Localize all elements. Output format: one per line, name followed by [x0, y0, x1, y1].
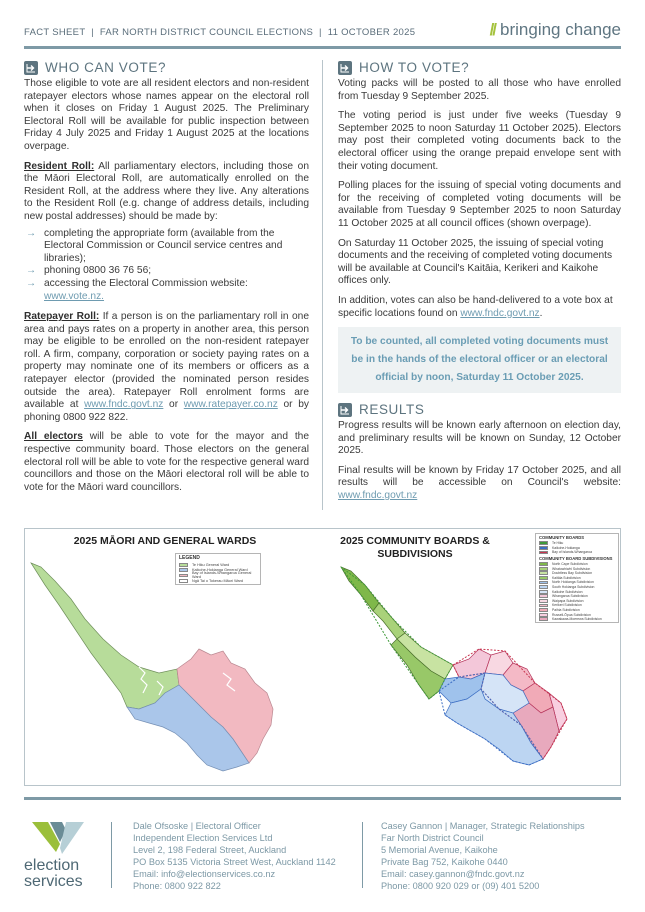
contact-line: 5 Memorial Avenue, Kaikohe [381, 845, 498, 855]
contact-line: Casey Gannon | Manager, Strategic Relationships [381, 821, 585, 831]
legend-swatch [179, 563, 188, 567]
how-title: HOW TO VOTE? [359, 60, 470, 75]
arrow-right-icon: → [26, 227, 37, 239]
how-paragraph-2: The voting period is just under five weeks (Tuesday 9 September 2025 to noon Saturday 11 October 2025). Electors may post their completed voting documents back to the electoral officer using the orange prepaid envelope sent with their voting document. [338, 110, 621, 172]
or-text: or [163, 399, 184, 411]
legend-label: South Hokianga Subdivision [552, 585, 595, 590]
fndc-link[interactable]: www.fndc.govt.nz [338, 490, 418, 502]
all-electors-label: All electors [24, 431, 83, 443]
wards-map-title: 2025 MĀORI AND GENERAL WARDS [73, 535, 257, 547]
legend-label: Bay of Islands-Whangaroa General Ward [192, 571, 252, 580]
legend-swatch [539, 590, 548, 594]
list-item-text: accessing the Electoral Commission website: [44, 277, 248, 289]
legend-label: Kaikohe-Hokianga [552, 545, 580, 550]
legend-swatch [539, 576, 548, 580]
legend-label: North Hokianga Subdivision [552, 580, 594, 585]
who-heading [24, 60, 309, 75]
how-paragraph-1: Voting packs will be posted to all those who have enrolled from Tuesday 9 September 2025. [338, 78, 621, 102]
how-heading [338, 60, 621, 75]
brand-tagline [490, 20, 621, 40]
ratepayer-roll-text: If a person is on the parliamentary roll in one area and pays rates on a property in another area, this person may be eligible to be enrolled on the non-resident ratepayer roll. A firm, company, corporation or society paying rates on a property may nominate one of its members or officers as a ratepayer elector (provided the nominated person resides outside the area). Ratepayer Roll enrolment forms are available at [24, 311, 309, 411]
header-rule [24, 46, 621, 49]
legend-label: Whangaroa Subdivision [552, 594, 588, 599]
legend-swatch [539, 604, 548, 608]
how-paragraph-5-text: In addition, votes can also be hand-delivered to a vote box at specific locations found on [338, 294, 613, 319]
legend-swatch [539, 594, 548, 598]
legend-swatch [539, 581, 548, 585]
legend-swatch [539, 613, 548, 617]
arrow-box-icon [338, 61, 352, 75]
legend-swatch [539, 562, 548, 566]
header-separator: | [319, 27, 322, 38]
resident-roll-paragraph [24, 161, 309, 224]
column-divider [322, 60, 323, 510]
contact-line: Far North District Council [381, 833, 484, 843]
list-item-text: phoning 0800 36 76 56; [44, 265, 152, 277]
page-header [24, 18, 621, 46]
legend-swatch [539, 546, 548, 550]
results-paragraph-2-text: Final results will be known by Friday 17 October 2025, and all results will be accessible on Council's website: [338, 464, 621, 489]
results-paragraph-2 [338, 465, 621, 503]
legend-label: Whatuwhiwhi Subdivision [552, 566, 591, 571]
resident-roll-options [24, 228, 309, 304]
period-text: . [539, 307, 543, 319]
boards-legend-title: COMMUNITY BOARDS [539, 535, 585, 540]
resident-roll-text: All parliamentary electors, including those on the Māori Electoral Roll, are automatically enrolled on the Resident Roll, at the address where they live. Any alterations to the Resident Roll (e.g. change of address details, including new postal addresses) should be made by: [24, 160, 309, 222]
wards-map [27, 553, 297, 783]
legend-label: Russell-Ōpua Subdivision [552, 612, 591, 617]
contact-line[interactable]: Email: casey.gannon@fndc.govt.nz [381, 869, 525, 879]
legend-swatch [179, 574, 188, 578]
legend-label: Kaikohe Subdivision [552, 589, 583, 594]
results-paragraph-1: Progress results will be known early afternoon on election day, and preliminary results will be known on Sunday, 12 October 2025. [338, 420, 621, 457]
contact-line: Private Bag 752, Kaikohe 0440 [381, 857, 508, 867]
header-separator: | [91, 27, 94, 38]
contact-line: Phone: 0800 922 822 [133, 881, 221, 891]
fact-sheet-label: FACT SHEET [24, 27, 86, 38]
legend-label: Kaitāia Subdivision [552, 575, 581, 580]
boards-map-title: 2025 COMMUNITY BOARDS & SUBDIVISIONS [340, 535, 490, 560]
results-heading [338, 402, 621, 417]
legend-item [536, 617, 618, 622]
how-paragraph-4: On Saturday 11 October 2025, the issuing of special voting documents and the receiving of completed voting documents will be available at Council's Kaitāia, Kerikeri and Kaikohe offices only. [338, 237, 613, 287]
list-item-text: completing the appropriate form (available from the Electoral Commission or Council service centres and libraries); [44, 227, 283, 264]
electoral-officer-contact [133, 820, 348, 892]
contact-line: Dale Ofsoske | Electoral Officer [133, 821, 261, 831]
wards-legend [175, 553, 261, 585]
legend-label: Ngā Tai o Tokerau Māori Ward [192, 578, 243, 583]
footer-rule [24, 797, 621, 800]
ratepayer-link[interactable]: www.ratepayer.co.nz [183, 399, 278, 411]
legend-swatch [539, 551, 548, 555]
header-meta [24, 27, 415, 38]
legend-swatch [539, 608, 548, 612]
contact-line: Independent Election Services Ltd [133, 833, 273, 843]
legend-swatch [539, 541, 548, 545]
contact-line: Phone: 0800 920 029 or (09) 401 5200 [381, 881, 540, 891]
legend-label: Waipapa Subdivision [552, 598, 584, 603]
boards-legend [535, 533, 619, 623]
election-date: 11 OCTOBER 2025 [327, 27, 416, 38]
vote-nz-link[interactable]: www.vote.nz. [44, 290, 105, 302]
boards-map-north-cape [341, 567, 379, 611]
legend-swatch [539, 617, 548, 621]
who-intro: Those eligible to vote are all resident electors and non-resident ratepayer electors whose names appear on the electoral roll when it closes on Friday 1 August 2025. The Preliminary Electoral Roll will be available for public inspection between Friday 4 July 2025 and Friday 1 August 2025 at the locations overpage. [24, 78, 309, 152]
footer-divider [111, 822, 112, 888]
arrow-right-icon: → [26, 277, 37, 289]
arrow-right-icon: → [26, 265, 37, 277]
resident-roll-label: Resident Roll: [24, 160, 95, 172]
legend-label: Te Hiku [552, 541, 564, 546]
arrow-box-icon [24, 61, 38, 75]
legend-swatch [179, 568, 188, 572]
maps-panel [24, 528, 621, 786]
legend-swatch [539, 585, 548, 589]
all-electors-text: will be able to vote for the mayor and the respective community board. Those electors on the general electoral roll will be able to vote for the respective general ward councillors and those on the Māori electoral roll will be able to vote for the Māori ward councillors. [24, 431, 309, 493]
legend-label: Doubtless Bay Subdivision [552, 571, 593, 576]
legend-swatch [539, 571, 548, 575]
logo-text-services: services [24, 873, 83, 890]
council-contact [381, 820, 621, 892]
fndc-link[interactable]: www.fndc.govt.nz [460, 307, 540, 319]
legend-label: Bay of Islands-Whangaroa [552, 550, 592, 555]
how-paragraph-3: Polling places for the issuing of special voting documents and for the receiving of completed voting documents will be available from Tuesday 9 September 2025 to noon Saturday 11 October 2025 at all council offices (shown overpage). [338, 180, 621, 229]
contact-line: Level 2, 198 Federal Street, Auckland [133, 845, 287, 855]
list-item [24, 278, 309, 303]
subdivisions-legend-title: COMMUNITY BOARD SUBDIVISIONS [539, 555, 613, 561]
wards-map-te-hiku [31, 563, 179, 709]
brand-slash-mark: // [489, 20, 496, 39]
legend-label: Kerikeri Subdivision [552, 603, 582, 608]
election-services-v-mark-icon [32, 822, 88, 854]
list-item [24, 265, 309, 278]
right-column [338, 60, 621, 510]
legend-label: Paihia Subdivision [552, 608, 580, 613]
boards-map-whatuwhiwhi [373, 603, 405, 639]
arrow-box-icon [338, 403, 352, 417]
deadline-callout: To be counted, all completed voting documents must be in the hands of the electoral officer or an electoral official by noon, Saturday 11 October 2025. [338, 327, 621, 393]
who-title: WHO CAN VOTE? [45, 60, 167, 75]
all-electors-paragraph [24, 431, 309, 494]
logo-text-election: election [24, 857, 80, 874]
legend-label: Kawakawa-Moerewa Subdivision [552, 617, 602, 622]
brand-text: bringing change [500, 20, 621, 39]
wards-legend-title: LEGEND [179, 555, 200, 561]
legend-swatch [539, 567, 548, 571]
contact-line: PO Box 5135 Victoria Street West, Auckland 1142 [133, 857, 336, 867]
contact-line[interactable]: Email: info@electionservices.co.nz [133, 869, 276, 879]
election-services-logo [24, 822, 96, 890]
ratepayer-roll-paragraph [24, 311, 309, 424]
footer-divider [362, 822, 363, 888]
legend-label: North Cape Subdivision [552, 562, 588, 567]
legend-label: Kaikohe-Hokianga General Ward [192, 568, 248, 573]
ratepayer-roll-label: Ratepayer Roll: [24, 311, 100, 323]
legend-swatch [539, 599, 548, 603]
list-item [24, 228, 309, 266]
legend-swatch [179, 579, 188, 583]
left-column [24, 60, 309, 501]
ratepayer-tail-text: or by phoning 0800 922 822. [24, 399, 309, 423]
fndc-link[interactable]: www.fndc.govt.nz [84, 399, 164, 411]
results-title: RESULTS [359, 402, 425, 418]
how-paragraph-5 [338, 295, 621, 320]
legend-label: Te Hiku General Ward [192, 562, 230, 567]
district-label: FAR NORTH DISTRICT COUNCIL ELECTIONS [99, 27, 314, 38]
